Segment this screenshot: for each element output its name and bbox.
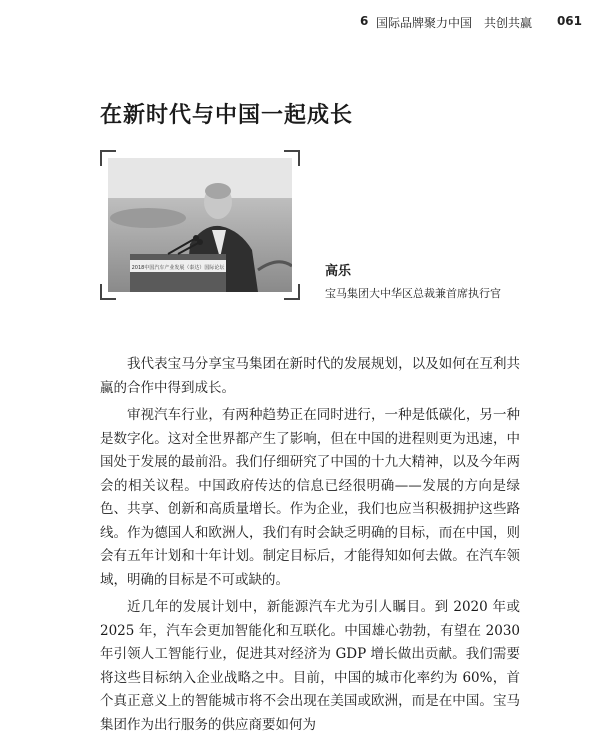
photo-frame bbox=[100, 150, 300, 300]
photo-caption bbox=[325, 260, 501, 301]
page-number: 061 bbox=[556, 14, 582, 28]
paragraph: 我代表宝马分享宝马集团在新时代的发展规划，以及如何在互利共赢的合作中得到成长。 bbox=[100, 356, 520, 396]
paragraph: 审视汽车行业，有两种趋势正在同时进行，一种是低碳化，另一种是数字化。这对全世界都产生了影响，但在中国的进程则更为迅速，中国处于发展的最前沿。我们仔细研究了中国的十九大精神，以及今年两会的相关议程。中国政府传达的信息已经很明确——发展的方向是绿色、共享、创新和高质量增长。作为企业，我们也应当积极拥护这些路线。作为德国人和欧洲人，我们有时会缺乏明确的目标，而在中国，则会有五年计划和十年计划。制定目标后，才能得知如何去做。在汽车领域，明确的目标是不可或缺的。 bbox=[100, 407, 520, 588]
article-body bbox=[100, 353, 520, 741]
podium-banner-text: 2018中国汽车产业发展（泰达）国际论坛 bbox=[131, 265, 225, 271]
chapter-number: 6 bbox=[360, 14, 369, 28]
running-header bbox=[360, 14, 582, 32]
speaker-name: 高乐 bbox=[325, 264, 352, 279]
chapter-title: 国际品牌聚力中国 共创共赢 bbox=[376, 16, 533, 30]
speaker-photo bbox=[108, 158, 292, 292]
article-title: 在新时代与中国一起成长 bbox=[100, 103, 354, 128]
paragraph: 近几年的发展计划中，新能源汽车尤为引人瞩目。到 2020 年或 2025 年，汽车会更加智能化和互联化。中国雄心勃勃，有望在 2030 年引领人工智能行业，促进其对经济为 GDP 增长做出贡献。我们需要将这些目标纳入企业战略之中。目前，中国的城市化率约为 60%，首个真正意义上的智能城市将不会出现在美国或欧洲，而是在中国。宝马集团作为出行服务的供应商要如何为 bbox=[100, 599, 520, 733]
speaker-role: 宝马集团大中华区总裁兼首席执行官 bbox=[325, 287, 501, 300]
